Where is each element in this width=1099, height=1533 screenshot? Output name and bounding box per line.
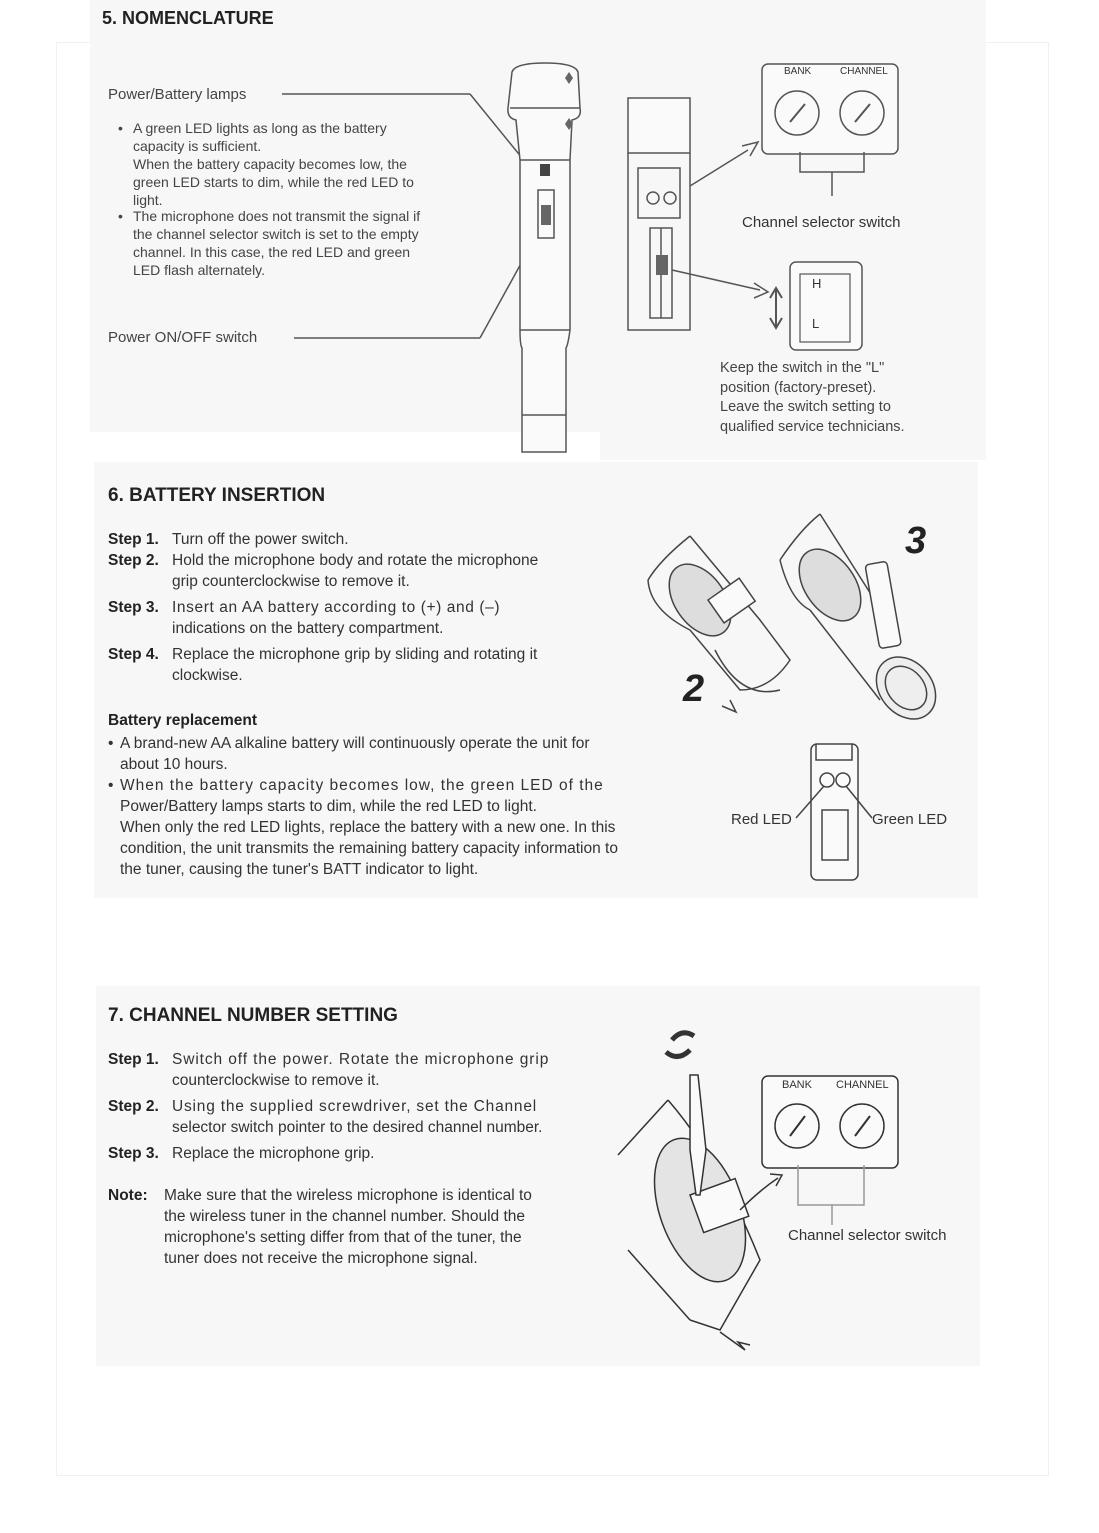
switch-h-label: H [812,276,822,291]
text-line: Replace the microphone grip by sliding and rotating it [172,646,538,663]
text-line: microphone's setting differ from that of the tuner, the [164,1229,522,1246]
text-line: indications on the battery compartment. [172,620,444,637]
red-led-label: Red LED [731,811,792,828]
text-line: about 10 hours. [120,756,228,773]
step-label: Step 1. [108,1051,159,1068]
channel-number-heading: 7. CHANNEL NUMBER SETTING [108,1005,398,1026]
step-label: Step 3. [108,1145,159,1162]
text-line: Insert an AA battery according to (+) and (–) [172,599,501,616]
power-switch-label: Power ON/OFF switch [108,329,258,346]
note-label: Note: [108,1187,148,1204]
text-line: grip counterclockwise to remove it. [172,573,410,590]
text-line: Leave the switch setting to [720,399,891,415]
power-battery-lamps-label: Power/Battery lamps [108,86,247,103]
text-line: When the battery capacity becomes low, the [133,156,407,172]
step-label: Step 4. [108,646,159,663]
text-line: Turn off the power switch. [172,531,349,548]
text-line: light. [133,192,163,208]
text-line: qualified service technicians. [720,418,905,435]
dial-bank-label: BANK [782,1079,812,1091]
dial-channel-label: CHANNEL [840,66,888,77]
channel-selector-label: Channel selector switch [788,1227,947,1244]
text-line: Using the supplied screwdriver, set the Channel [172,1098,537,1115]
step-label: Step 2. [108,552,159,569]
text-line: The microphone does not transmit the signal if [133,208,421,224]
text-line: Make sure that the wireless microphone is identical to [164,1187,532,1204]
text-line: A brand-new AA alkaline battery will continuously operate the unit for [120,735,590,752]
text-line: Keep the switch in the "L" [720,360,885,376]
dial-channel-label: CHANNEL [836,1079,889,1091]
channel-selector-label: Channel selector switch [742,214,901,231]
step-label: Step 3. [108,599,159,616]
text-line: LED flash alternately. [133,262,266,278]
step-label: Step 1. [108,531,159,548]
text-line: the wireless tuner in the channel number. Should the [164,1208,526,1225]
green-led-label: Green LED [872,811,948,828]
text-line: counterclockwise to remove it. [172,1072,380,1089]
figure-number-3: 3 [905,520,927,562]
nomenclature-heading: 5. NOMENCLATURE [102,8,274,28]
text-line: the channel selector switch is set to the empty [133,226,419,242]
text-line: Replace the microphone grip. [172,1145,375,1162]
text-line: A green LED lights as long as the battery [133,120,387,136]
figure-number-2: 2 [683,668,705,710]
dial-bank-label: BANK [784,66,812,77]
text-line: the tuner, causing the tuner's BATT indicator to light. [120,861,479,878]
text-line: When the battery capacity becomes low, the green LED of the [120,777,604,794]
text-line: green LED starts to dim, while the red LED to [133,174,414,190]
battery-insertion-heading: 6. BATTERY INSERTION [108,485,326,506]
text-line: selector switch pointer to the desired channel number. [172,1119,543,1136]
battery-replacement-heading: Battery replacement [108,712,258,729]
text-line: Power/Battery lamps starts to dim, while the red LED to light. [120,798,537,815]
text-line: channel. In this case, the red LED and green [133,244,411,260]
step-label: Step 2. [108,1098,159,1115]
text-line: tuner does not receive the microphone signal. [164,1250,478,1267]
switch-l-label: L [812,316,820,331]
text-line: Switch off the power. Rotate the microphone grip [172,1051,550,1068]
text-line: capacity is sufficient. [133,138,262,154]
text-line: condition, the unit transmits the remaining battery capacity information to [120,840,618,857]
text-line: Hold the microphone body and rotate the microphone [172,552,539,569]
text-line: position (factory-preset). [720,379,877,396]
text-line: When only the red LED lights, replace the battery with a new one. In this [120,819,616,836]
text-line: clockwise. [172,667,243,684]
